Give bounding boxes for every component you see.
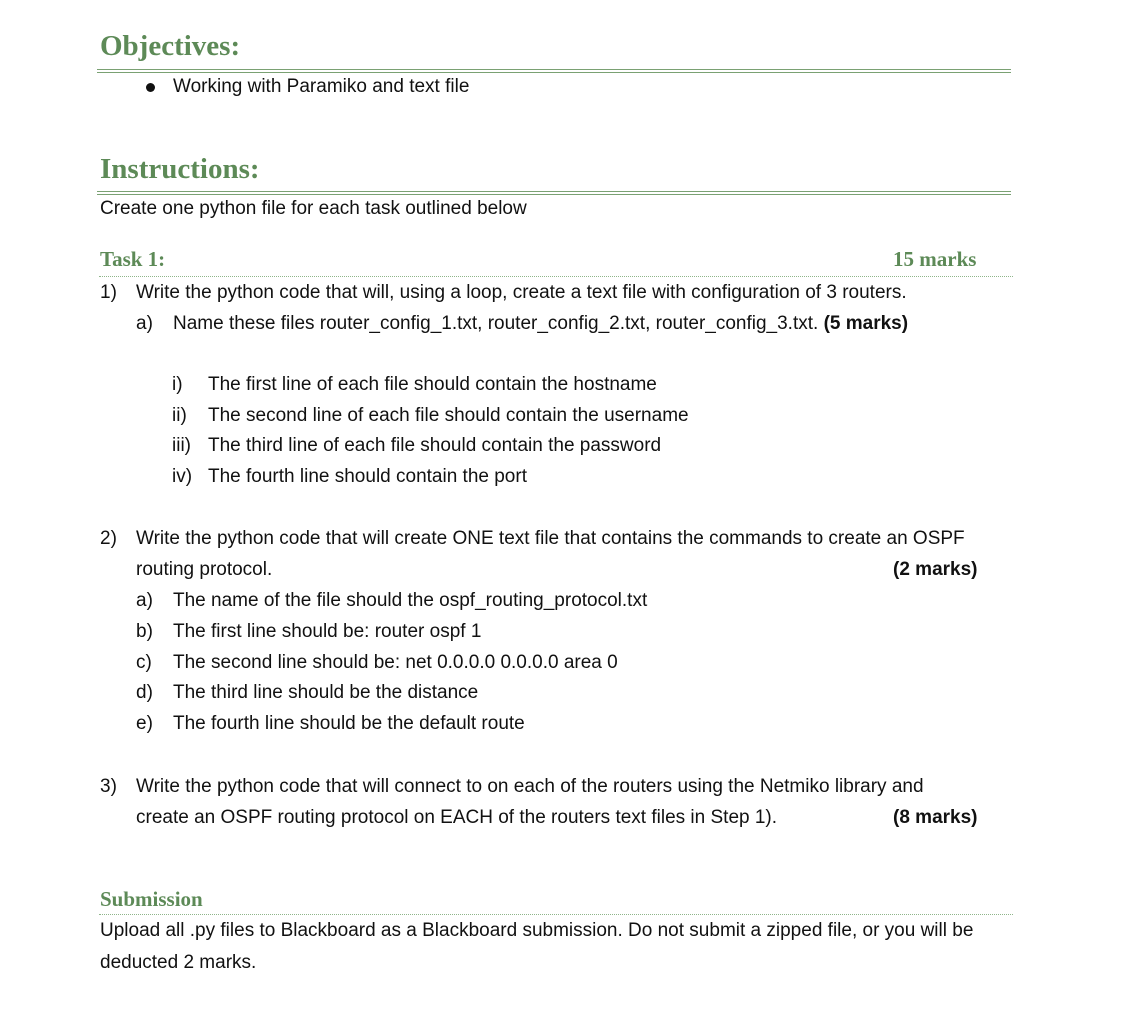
q1-sub-number: ii) (172, 405, 187, 426)
task-divider (99, 276, 1013, 277)
q2-number: 2) (100, 528, 117, 549)
submission-heading: Submission (100, 887, 203, 911)
q2-marks: (2 marks) (893, 559, 978, 580)
submission-text-line2: deducted 2 marks. (100, 952, 257, 973)
task-label: Task 1: (100, 247, 166, 271)
q2-item-text: The name of the file should the ospf_routing_protocol.txt (173, 590, 648, 611)
q1-sub-text: The third line of each file should contain the password (208, 435, 662, 456)
objectives-divider (97, 69, 1011, 73)
q2-item-text: The third line should be the distance (173, 682, 479, 703)
submission-divider (99, 914, 1013, 915)
q1-sub-text: The first line of each file should contain the hostname (208, 374, 657, 395)
q1-sub-text: The second line of each file should contain the username (208, 405, 689, 426)
q1-number: 1) (100, 282, 117, 303)
q1-sub-number: iii) (172, 435, 191, 456)
instructions-heading: Instructions: (100, 153, 260, 185)
q1-sub-number: i) (172, 374, 183, 395)
q2-item-text: The fourth line should be the default route (173, 713, 525, 734)
q2-item-number: e) (136, 713, 153, 734)
q3-text-line2: create an OSPF routing protocol on EACH of the routers text files in Step 1). (136, 807, 778, 828)
submission-text-line1: Upload all .py files to Blackboard as a Blackboard submission. Do not submit a zipped file, or you will be (100, 920, 974, 941)
q2-item-number: d) (136, 682, 153, 703)
q3-number: 3) (100, 776, 117, 797)
bullet-icon (146, 83, 155, 92)
q2-text-line1: Write the python code that will create ONE text file that contains the commands to create an OSPF (136, 528, 965, 549)
q2-item-number: b) (136, 621, 153, 642)
instructions-divider (97, 191, 1011, 195)
q1a-marks: (5 marks) (823, 313, 909, 334)
q2-item-text: The first line should be: router ospf 1 (173, 621, 482, 642)
q1a-line (173, 313, 908, 335)
q1a-text: Name these files router_config_1.txt, router_config_2.txt, router_config_3.txt. (173, 313, 819, 334)
instructions-intro: Create one python file for each task outlined below (100, 198, 527, 219)
task-marks: 15 marks (893, 247, 977, 271)
q3-marks: (8 marks) (893, 807, 978, 828)
q2-item-number: a) (136, 590, 153, 611)
objectives-heading: Objectives: (100, 30, 241, 62)
objective-item: Working with Paramiko and text file (173, 76, 470, 97)
q2-text-line2: routing protocol. (136, 559, 273, 580)
q1-text: Write the python code that will, using a loop, create a text file with configuration of 3 routers. (136, 282, 907, 303)
q1-sub-text: The fourth line should contain the port (208, 466, 527, 487)
q1a-number: a) (136, 313, 153, 334)
q2-item-number: c) (136, 652, 152, 673)
q2-item-text: The second line should be: net 0.0.0.0 0.0.0.0 area 0 (173, 652, 618, 673)
q3-text-line1: Write the python code that will connect to on each of the routers using the Netmiko library and (136, 776, 924, 797)
q1-sub-number: iv) (172, 466, 193, 487)
